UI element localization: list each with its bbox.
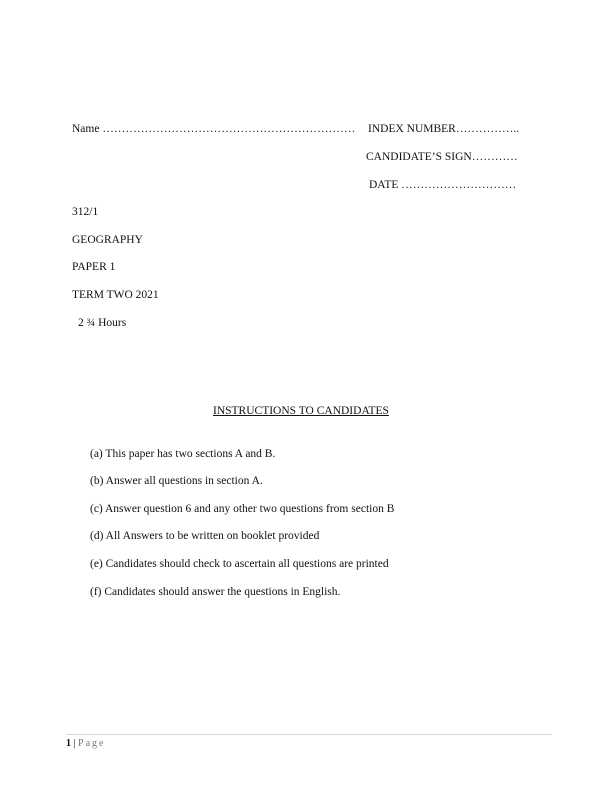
paper-code: 312/1: [72, 206, 99, 218]
instruction-item: (e) Candidates should check to ascertain all questions are printed: [90, 558, 389, 570]
instruction-item: (b) Answer all questions in section A.: [90, 475, 263, 487]
date-field: DATE …………………………: [369, 179, 517, 191]
index-number-field: INDEX NUMBER……………..: [368, 123, 520, 135]
footer-divider: [66, 734, 552, 735]
instruction-item: (f) Candidates should answer the questions in English.: [90, 586, 341, 598]
instruction-item: (c) Answer question 6 and any other two questions from section B: [90, 503, 395, 515]
instruction-item: (a) This paper has two sections A and B.: [90, 448, 276, 460]
instruction-item: (d) All Answers to be written on booklet provided: [90, 530, 320, 542]
page-label: Page: [78, 738, 106, 749]
footer-separator: |: [73, 738, 76, 749]
paper-number: PAPER 1: [72, 261, 116, 273]
duration-label: 2 ¾ Hours: [78, 317, 127, 329]
term-label: TERM TWO 2021: [72, 289, 159, 301]
subject-title: GEOGRAPHY: [72, 234, 143, 246]
candidate-sign-field: CANDIDATE’S SIGN…………: [366, 151, 518, 163]
page-footer: [66, 738, 105, 749]
page-number: 1: [66, 738, 71, 749]
instructions-title: INSTRUCTIONS TO CANDIDATES: [213, 405, 389, 417]
name-field: Name …………………………………………………………: [72, 123, 356, 135]
